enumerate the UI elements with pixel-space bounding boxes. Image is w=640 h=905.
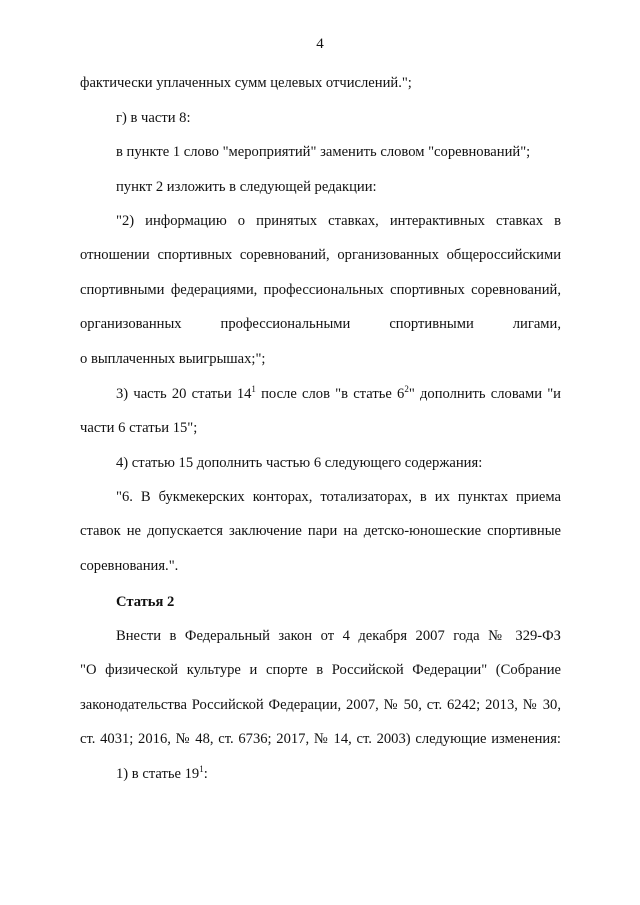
- text-line: пункт 2 изложить в следующей редакции:: [116, 179, 377, 195]
- superscript: 1: [251, 384, 256, 395]
- text-fragment: :: [203, 766, 208, 782]
- text-line: "2) информацию о принятых ставках, интерактивных ставках в: [116, 213, 561, 229]
- text-line: г) в части 8:: [116, 110, 191, 126]
- text-fragment: 1) в статье 19: [116, 766, 200, 782]
- text-line: [116, 385, 561, 403]
- text-line: законодательства Российской Федерации, 2007, № 50, ст. 6242; 2013, № 30,: [80, 697, 561, 713]
- text-line: [116, 765, 208, 783]
- text-line: спортивными федерациями, профессиональных спортивных соревнований,: [80, 282, 561, 298]
- page-number: 4: [316, 36, 324, 52]
- text-line: ст. 4031; 2016, № 48, ст. 6736; 2017, № 14, ст. 2003) следующие изменения:: [80, 731, 561, 747]
- article-heading: Статья 2: [116, 594, 175, 610]
- text-line: в пункте 1 слово "мероприятий" заменить словом "соревнований";: [116, 144, 531, 160]
- text-line: отношении спортивных соревнований, организованных общероссийскими: [80, 247, 561, 263]
- superscript: 1: [199, 764, 204, 775]
- text-line: 4) статью 15 дополнить частью 6 следующего содержания:: [116, 455, 483, 471]
- text-line: соревнования.".: [80, 558, 179, 574]
- text-line: части 6 статьи 15";: [80, 420, 198, 436]
- text-line: о выплаченных выигрышах;";: [80, 351, 266, 367]
- text-fragment: 3) часть 20 статьи 14: [116, 386, 252, 402]
- text-fragment: после слов "в статье 6: [255, 386, 405, 402]
- text-line: "6. В букмекерских конторах, тотализаторах, в их пунктах приема: [116, 489, 561, 505]
- text-line: организованных профессиональными спортивными лигами,: [80, 316, 561, 332]
- text-line: "О физической культуре и спорте в Российской Федерации" (Собрание: [80, 662, 561, 678]
- text-fragment: " дополнить словами "и: [408, 386, 561, 402]
- text-line: фактически уплаченных сумм целевых отчислений.";: [80, 75, 412, 91]
- text-line: Внести в Федеральный закон от 4 декабря 2007 года № 329-ФЗ: [116, 628, 561, 644]
- text-line: ставок не допускается заключение пари на детско-юношеские спортивные: [80, 523, 561, 539]
- superscript: 2: [404, 384, 409, 395]
